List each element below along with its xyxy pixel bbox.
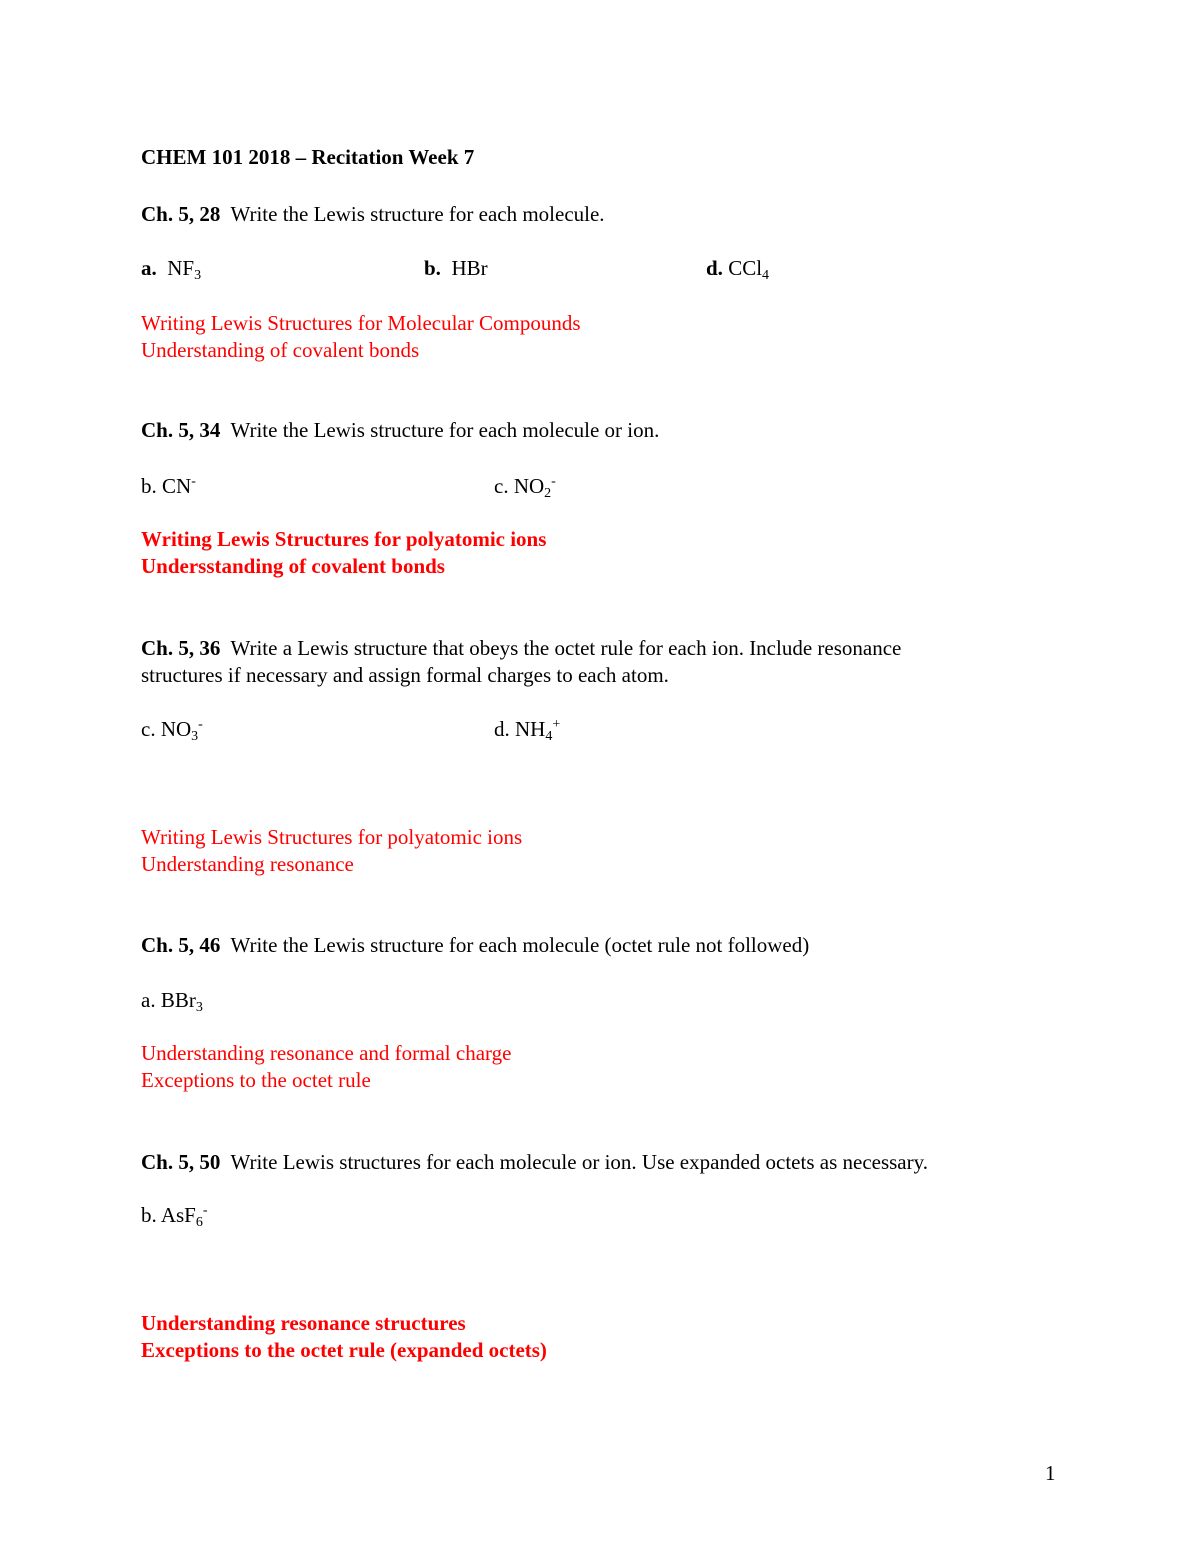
formula-base: NO: [160, 717, 192, 741]
formula-charge: -: [551, 474, 556, 489]
item-b: [424, 255, 488, 282]
item-b: [141, 1202, 208, 1229]
item-letter: c.: [141, 717, 156, 741]
formula-subscript: 6: [195, 1215, 203, 1230]
question-prompt-continued: structures if necessary and assign formal charges to each atom.: [141, 663, 669, 687]
topic-note: Writing Lewis Structures for polyatomic ions: [141, 825, 523, 849]
formula-base: HBr: [451, 256, 488, 280]
question-label: Ch. 5, 34: [141, 418, 221, 442]
item-letter: a.: [141, 256, 157, 280]
item-letter: b.: [141, 474, 157, 498]
topic-note: Understanding resonance and formal charge: [141, 1041, 512, 1065]
question-label: Ch. 5, 46: [141, 933, 221, 957]
question-ch5-28: [141, 201, 605, 228]
page-number: 1: [1045, 1461, 1056, 1485]
question-prompt: Write the Lewis structure for each molecule.: [230, 202, 605, 226]
formula-subscript: 3: [191, 729, 199, 744]
topic-note: Understanding resonance structures: [141, 1311, 466, 1335]
formula-subscript: 4: [545, 729, 553, 744]
item-a: [141, 255, 201, 282]
topic-note: Undersstanding of covalent bonds: [141, 554, 445, 578]
question-label: Ch. 5, 36: [141, 636, 221, 660]
question-label: Ch. 5, 28: [141, 202, 221, 226]
item-b: [141, 473, 196, 500]
question-prompt: Write the Lewis structure for each molecule (octet rule not followed): [230, 933, 810, 957]
question-ch5-50: [141, 1149, 928, 1176]
formula-base: AsF: [160, 1203, 196, 1227]
topic-note: Exceptions to the octet rule: [141, 1068, 371, 1092]
item-letter: d.: [494, 717, 510, 741]
formula-base: BBr: [160, 988, 196, 1012]
formula-charge: +: [552, 717, 561, 732]
item-d: [494, 716, 560, 743]
question-label: Ch. 5, 50: [141, 1150, 221, 1174]
item-letter: b.: [424, 256, 441, 280]
formula-base: CCl: [728, 256, 763, 280]
item-d: [706, 255, 769, 282]
item-letter: a.: [141, 988, 156, 1012]
formula-charge: -: [198, 717, 203, 732]
item-c: [494, 473, 556, 500]
topic-note: Exceptions to the octet rule (expanded octets): [141, 1338, 547, 1362]
formula-subscript: 3: [195, 1000, 203, 1015]
item-a: [141, 987, 203, 1014]
page-title: CHEM 101 2018 – Recitation Week 7: [141, 145, 475, 169]
item-c: [141, 716, 203, 743]
question-prompt: Write the Lewis structure for each molecule or ion.: [230, 418, 660, 442]
formula-base: NO: [513, 474, 545, 498]
formula-subscript: 3: [194, 268, 202, 283]
formula-subscript: 2: [544, 486, 552, 501]
question-ch5-34: [141, 417, 659, 444]
question-prompt: Write a Lewis structure that obeys the octet rule for each ion. Include resonance: [230, 636, 902, 660]
formula-base: CN: [162, 474, 192, 498]
question-prompt: Write Lewis structures for each molecule or ion. Use expanded octets as necessary.: [230, 1150, 929, 1174]
formula-base: NF: [167, 256, 195, 280]
question-ch5-46: [141, 932, 809, 959]
formula-charge: -: [202, 1203, 208, 1218]
item-letter: b.: [141, 1203, 157, 1227]
question-ch5-36: [141, 635, 901, 662]
item-letter: d.: [706, 256, 723, 280]
topic-note: Understanding resonance: [141, 852, 354, 876]
topic-note: Writing Lewis Structures for Molecular Compounds: [141, 311, 581, 335]
formula-charge: -: [191, 474, 196, 489]
formula-base: NH: [515, 717, 546, 741]
item-letter: c.: [494, 474, 509, 498]
topic-note: Understanding of covalent bonds: [141, 338, 420, 362]
formula-subscript: 4: [762, 268, 770, 283]
topic-note: Writing Lewis Structures for polyatomic ions: [141, 527, 547, 551]
